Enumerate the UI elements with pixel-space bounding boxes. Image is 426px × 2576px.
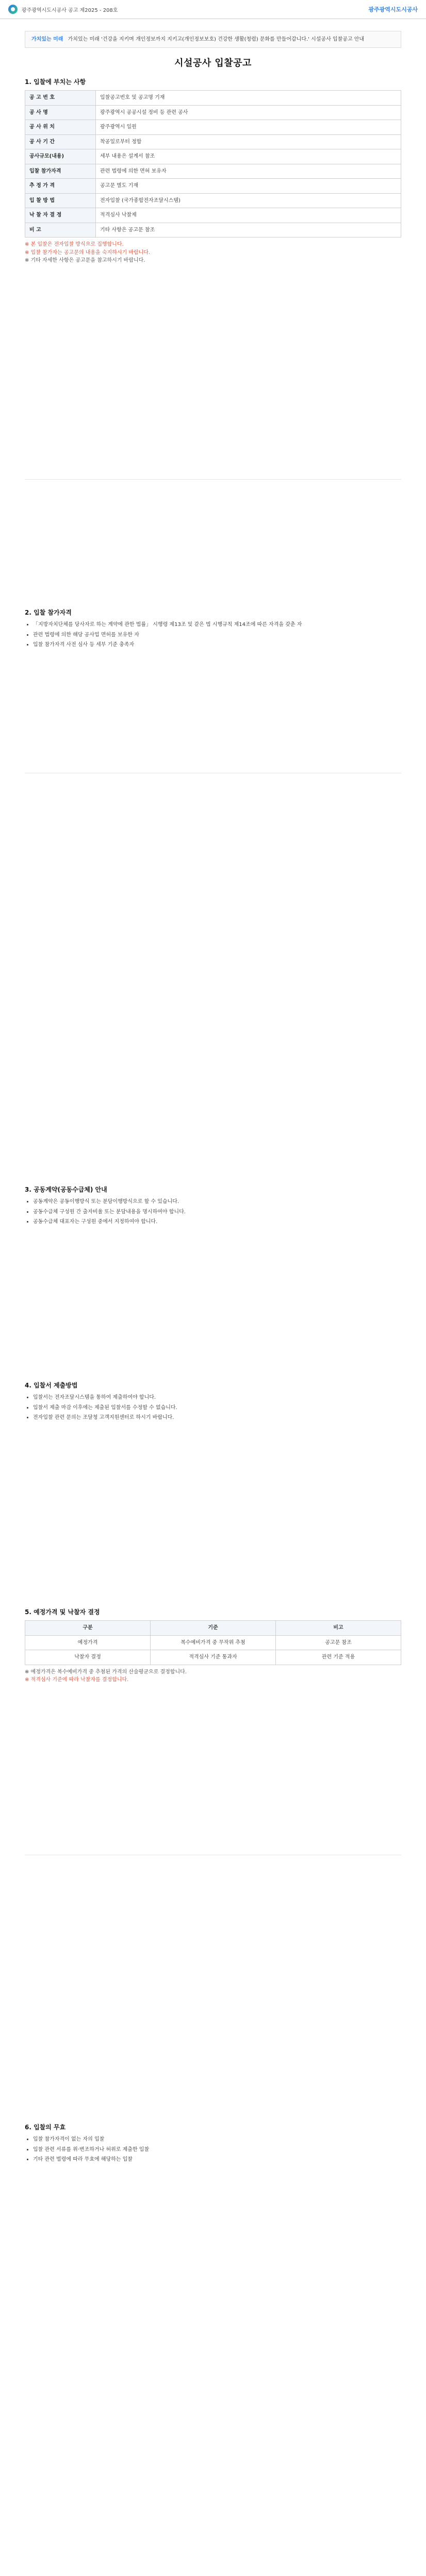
intro-tagline — [25, 31, 401, 48]
row-label: 공 사 위 치 — [25, 120, 96, 135]
section-6-heading: 6. 입찰의 무효 — [25, 2124, 66, 2131]
section-4 — [25, 1381, 401, 1424]
section-1-heading: 1. 입찰에 부치는 사항 — [25, 78, 86, 86]
table-header: 구분 — [25, 1621, 151, 1636]
list-item: • 입찰 관련 서류를 위·변조하거나 허위로 제출한 입찰 — [33, 2146, 401, 2154]
table-row — [25, 1650, 401, 1665]
row-value: 공고문 별도 기재 — [96, 179, 401, 194]
row-value: 적격심사 낙찰제 — [96, 208, 401, 223]
section-3-content — [25, 1198, 401, 1226]
list-item: • 입찰서는 전자조달시스템을 통하여 제출하여야 합니다. — [33, 1394, 401, 1402]
table-row — [25, 223, 401, 238]
section-3-heading: 3. 공동계약(공동수급체) 안내 — [25, 1186, 107, 1193]
row-value: 전자입찰 (국가종합전자조달시스템) — [96, 193, 401, 208]
row-label: 입찰 참가자격 — [25, 164, 96, 179]
table-cell: 복수예비가격 중 무작위 추첨 — [151, 1635, 276, 1650]
note-item: ※ 기타 자세한 사항은 공고문을 참고하시기 바랍니다. — [25, 258, 145, 263]
row-value: 기타 사항은 공고문 참조 — [96, 223, 401, 238]
row-value: 착공일로부터 정함 — [96, 134, 401, 149]
row-value: 세부 내용은 설계서 참조 — [96, 149, 401, 164]
section-3 — [25, 1185, 401, 1228]
list-item: • 입찰서 제출 마감 이후에는 제출된 입찰서를 수정할 수 없습니다. — [33, 1404, 401, 1412]
row-value: 광주광역시 공공시설 정비 등 관련 공사 — [96, 105, 401, 120]
list-item: • 공동수급체 대표자는 구성원 중에서 지정하여야 합니다. — [33, 1218, 401, 1226]
note-item: ※ 입찰 참가자는 공고문의 내용을 숙지하시기 바랍니다. — [25, 249, 151, 256]
table-row — [25, 1635, 401, 1650]
row-value: 입찰공고번호 및 공고명 기재 — [96, 91, 401, 106]
table-cell: 예정가격 — [25, 1635, 151, 1650]
table-row — [25, 120, 401, 135]
table-header: 비고 — [276, 1621, 401, 1636]
table-row — [25, 193, 401, 208]
section-4-heading: 4. 입찰서 제출방법 — [25, 1382, 78, 1389]
intro-logo-text: 가치있는 미래 — [31, 37, 63, 42]
top-header — [0, 0, 426, 19]
section-1-notes — [25, 241, 401, 265]
section-5-notes — [25, 1668, 401, 1684]
list-item: • 입찰 참가자격이 없는 자의 입찰 — [33, 2136, 401, 2144]
section-6-content — [25, 2136, 401, 2164]
intro-text: 가치있는 미래 '건강을 지키며 개인정보까지 지키고(개인정보보호) 건강한 생활(청렴) 문화를 만들어갑니다.' 시설공사 입찰공고 안내 — [68, 37, 365, 42]
section-4-content — [25, 1394, 401, 1422]
info-table — [25, 90, 401, 238]
table-row — [25, 134, 401, 149]
table-cell: 관련 기준 적용 — [276, 1650, 401, 1665]
table-row — [25, 91, 401, 106]
row-label: 공 사 명 — [25, 105, 96, 120]
table-cell: 낙찰자 결정 — [25, 1650, 151, 1665]
section-1-content — [25, 90, 401, 265]
row-label: 비 고 — [25, 223, 96, 238]
section-5-heading: 5. 예정가격 및 낙찰자 결정 — [25, 1608, 100, 1616]
table-cell: 적격심사 기준 통과자 — [151, 1650, 276, 1665]
list-item: • 입찰 참가자격 사전 심사 등 세부 기준 충족자 — [33, 641, 401, 649]
price-table — [25, 1620, 401, 1665]
section-2 — [25, 608, 401, 651]
section-5-content — [25, 1620, 401, 1684]
list-item: • 공동수급체 구성원 간 출자비율 또는 분담내용을 명시하여야 합니다. — [33, 1208, 401, 1216]
section-2-content — [25, 621, 401, 649]
row-label: 공사규모(내용) — [25, 149, 96, 164]
row-label: 공 고 번 호 — [25, 91, 96, 106]
list-item: • 관련 법령에 의한 해당 공사업 면허를 보유한 자 — [33, 631, 401, 639]
doc-number: 광주광역시도시공사 공고 제2025 - 208호 — [22, 7, 118, 13]
note-item: ※ 예정가격은 복수예비가격 중 추첨된 가격의 산술평균으로 결정합니다. — [25, 1669, 187, 1675]
note-item: ※ 적격심사 기준에 따라 낙찰자를 결정합니다. — [25, 1677, 129, 1683]
row-label: 추 정 가 격 — [25, 179, 96, 194]
list-item: • 기타 관련 법령에 따라 무효에 해당하는 입찰 — [33, 2156, 401, 2164]
table-row — [25, 164, 401, 179]
brand-left — [8, 5, 118, 14]
table-header: 기준 — [151, 1621, 276, 1636]
brand-text: 광주광역시도시공사 — [368, 6, 418, 13]
section-5 — [25, 1607, 401, 1684]
brand-logo-icon — [8, 5, 18, 14]
row-label: 공 사 기 간 — [25, 134, 96, 149]
divider — [25, 479, 401, 480]
section-2-heading: 2. 입찰 참가자격 — [25, 609, 72, 616]
list-item: • 「지방자치단체를 당사자로 하는 계약에 관한 법률」 시행령 제13조 및 같은 법 시행규칙 제14조에 따른 자격을 갖춘 자 — [33, 621, 401, 629]
table-row — [25, 105, 401, 120]
table-cell: 공고문 참조 — [276, 1635, 401, 1650]
row-label: 입 찰 방 법 — [25, 193, 96, 208]
row-value: 광주광역시 일원 — [96, 120, 401, 135]
section-1 — [25, 77, 401, 265]
table-row — [25, 208, 401, 223]
note-item: ※ 본 입찰은 전자입찰 방식으로 집행합니다. — [25, 242, 124, 247]
table-row — [25, 179, 401, 194]
document-title: 시설공사 입찰공고 — [174, 58, 252, 69]
row-label: 낙 찰 자 결 정 — [25, 208, 96, 223]
list-item: • 전자입찰 관련 문의는 조달청 고객지원센터로 하시기 바랍니다. — [33, 1414, 401, 1422]
table-row — [25, 149, 401, 164]
row-value: 관련 법령에 의한 면허 보유자 — [96, 164, 401, 179]
table-header-row — [25, 1621, 401, 1636]
section-6 — [25, 2123, 401, 2166]
list-item: • 공동계약은 공동이행방식 또는 분담이행방식으로 할 수 있습니다. — [33, 1198, 401, 1206]
